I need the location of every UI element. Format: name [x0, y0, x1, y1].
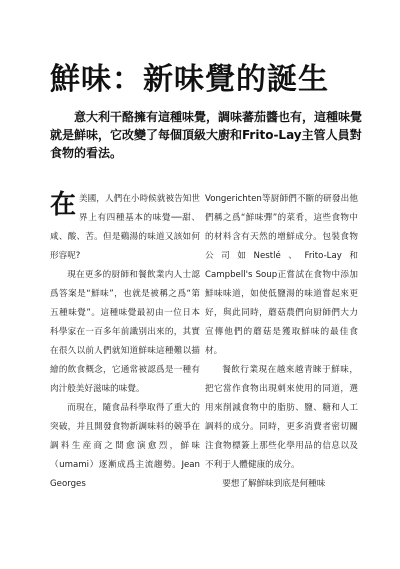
right-paragraph-2: 餐飲行業現在越來越青睞于鮮味，把它當作食物出現刺來使用的同道，選用來削減食物中的脂肪、鹽、糖和人工調料的成分。同時，更多消費者密切關注食物標簽上那些化學用品的信息以及不利于人體健康的成分。 — [205, 365, 358, 470]
right-paragraph-3: 要想了解鮮味到底是何種味 — [222, 479, 326, 489]
left-paragraph-3: 而現在，隨食品科學取得了重大的突破，并且開發食物新調味料的競爭在調料生産商之間愈演愈烈，鮮味（umami）逐漸成爲主流趨勢。Jean Georges — [50, 403, 200, 489]
right-paragraph-1: Vongerichten等厨師們不斷的研發出他們稱之爲“鮮味彈”的菜肴，這些食物中的材料含有天然的增鮮成分。包裝食物公司如Nestlé、Frito-Lay和Campbell's Soup正嘗試在食物中添加鮮味味道，如使低鹽湯的味道嘗起來更好，與此同時，蘑菇農們向厨師們大力宣傳他們的蘑菇是獲取鮮味的最佳食材。 — [205, 194, 358, 356]
left-paragraph-1-text: 美國，人們在小時候就被告知世界上有四種基本的味覺──甜、咸、酸、苦。但是鷄湯的味道又該如何形容呢? — [50, 194, 200, 261]
article-lead: 意大利干酪擁有這種味覺，調味蕃茄醬也有，這種味覺就是鮮味，它改變了每個頂級大廚和Frito-Lay主管人員對食物的看法。 — [50, 110, 363, 160]
drop-cap: 在 — [50, 190, 77, 220]
article-title: 鮮味：新味覺的誕生 — [50, 62, 329, 97]
left-paragraph-2: 現在更多的厨師和餐飲業内人士認爲答案是“鮮味”，也就是被稱之爲“第五種味覺”。這種味覺最初由一位日本科學家在一百多年前識别出來的，其實在很久以前人們就知道鮮味這種難以描繪的飲食概念，它通常被認爲是一種有肉汁般美好滋味的味覺。 — [50, 270, 200, 394]
left-paragraph-1 — [50, 190, 200, 266]
left-column — [50, 190, 200, 494]
right-column — [205, 190, 358, 494]
